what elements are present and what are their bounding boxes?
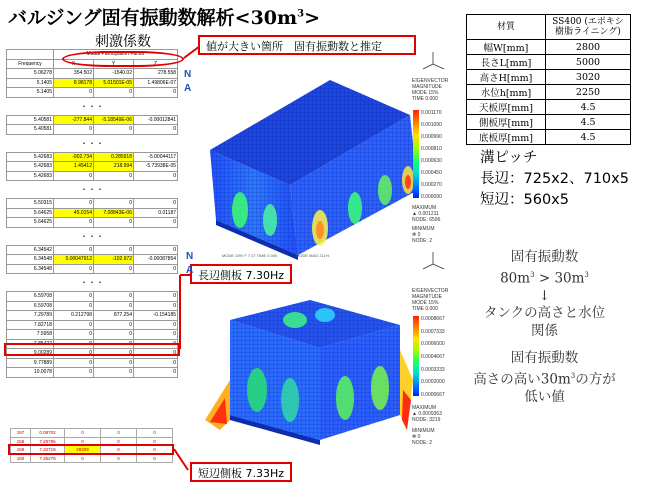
legend-mode-bottom: MODE 15% TIME 0.000 xyxy=(412,300,439,312)
ellipsis-row: ・・・ xyxy=(80,101,104,111)
material-header: SS400 (エポキシ樹脂ライニング) xyxy=(546,15,631,40)
table-cell: 0 xyxy=(65,454,101,463)
table-cell: 5000 xyxy=(546,55,631,70)
table-cell: 7.29785 xyxy=(31,437,65,446)
subtitle: 刺激係数 xyxy=(95,34,151,50)
table-cell: 5.64625 xyxy=(7,218,54,228)
note-line: $80m^3 > 30m^3$ xyxy=(500,270,589,286)
callout-top: 値が大きい箇所 固有振動数と推定 xyxy=(198,35,416,55)
table-cell: 0 xyxy=(101,446,137,455)
mesh-plot-bottom xyxy=(185,280,415,460)
axis-label-a-top: A xyxy=(184,83,192,94)
table-cell: 6.34548 xyxy=(7,264,54,274)
table-cell: 0 xyxy=(54,264,94,274)
table-cell: 9.77889 xyxy=(7,358,54,368)
mode-status-top: MODE 15% F 7.07 TIME 0.000 xyxy=(222,253,278,258)
table-cell: 0 xyxy=(134,245,178,255)
table-cell: 4.5 xyxy=(546,130,631,145)
table-cell: 側板厚[mm] xyxy=(467,115,546,130)
table-cell: 0 xyxy=(54,171,94,181)
colorbar-level: 0.000630 xyxy=(421,158,442,164)
note-line: 関係 xyxy=(531,322,558,339)
table-cell: 0 xyxy=(94,199,134,209)
table-cell: -0.154185 xyxy=(134,311,178,321)
table-cell: 7.5958 xyxy=(7,330,54,340)
table-cell: 0 xyxy=(134,125,178,135)
table-cell: -902.734 xyxy=(54,152,94,162)
table-cell: 0 xyxy=(94,88,134,98)
table-cell: 5.42683 xyxy=(7,162,54,172)
max-label-top: MAXIMUM ▲ 0.001211 NODE: 6596 xyxy=(412,205,441,223)
note-line: 固有振動数 xyxy=(510,350,579,366)
table-cell: 0 xyxy=(137,446,173,455)
notes xyxy=(442,249,647,406)
table-cell: 2800 xyxy=(546,40,631,55)
table-cell: 0 xyxy=(101,454,137,463)
table-cell: 0 xyxy=(137,454,173,463)
table-row xyxy=(467,40,631,55)
table-cell: 1.49806E-07 xyxy=(134,78,178,88)
table-cell: 6.34548 xyxy=(7,255,54,265)
table-cell: 0 xyxy=(134,320,178,330)
table-cell: 0 xyxy=(101,429,137,438)
table-cell: 0.212798 xyxy=(54,311,94,321)
column-header: X xyxy=(54,59,94,69)
table-cell: 0 xyxy=(65,437,101,446)
table-cell: 0.285918 xyxy=(94,152,134,162)
colorbar-level: 0.000450 xyxy=(421,170,442,176)
column-header: Y xyxy=(94,59,134,69)
table-cell: 0 xyxy=(54,218,94,228)
callout-long-side: 長辺側板 7.30Hz xyxy=(190,264,292,284)
legend-title-bottom: EIGENVECTOR MAGNITUDE xyxy=(412,288,449,300)
table-cell: -277.844 xyxy=(54,115,94,125)
table-cell: 218.994 xyxy=(94,162,134,172)
colorbar-level: 0.0006000 xyxy=(421,341,445,348)
table-cell: 5.1405 xyxy=(7,78,54,88)
table-cell: 0 xyxy=(94,292,134,302)
table-row xyxy=(467,70,631,85)
colorbar-level: 0.0000667 xyxy=(421,392,445,398)
table-cell: 4.5 xyxy=(546,100,631,115)
note-line: 低い値 xyxy=(524,388,565,405)
table-cell: 9.00289 xyxy=(7,349,54,359)
min-label-bottom: MINIMUM ✻ 0 NODE: 2 xyxy=(412,428,435,446)
table-cell: 5.42683 xyxy=(7,152,54,162)
table-cell: 0 xyxy=(54,330,94,340)
table-caption: Modal Participation Factor xyxy=(54,50,178,60)
table-cell: 0 xyxy=(94,349,134,359)
table-cell: 0 xyxy=(94,339,134,349)
material-header: 材質 xyxy=(467,15,546,40)
colorbar-top xyxy=(413,110,419,198)
table-cell: 0 xyxy=(54,88,94,98)
table-cell: 0 xyxy=(134,264,178,274)
colorbar-level: 0.001090 xyxy=(421,122,442,128)
table-cell: 7.29789 xyxy=(7,311,54,321)
colorbar-level: 0.000810 xyxy=(421,146,442,152)
table-cell: -0.00012841 xyxy=(134,115,178,125)
table-row xyxy=(467,55,631,70)
colorbar-bottom xyxy=(413,316,419,396)
callout-short-side: 短辺側板 7.33Hz xyxy=(190,462,292,482)
table-cell: 0 xyxy=(94,301,134,311)
axis-triad-top xyxy=(418,50,448,72)
table-cell: 0.00047912 xyxy=(54,255,94,265)
table-cell: 5.06278 xyxy=(7,69,54,79)
colorbar-level: 0.0002000 xyxy=(421,379,445,386)
table-cell: 幅W[mm] xyxy=(467,40,546,55)
table-cell: 278.558 xyxy=(134,69,178,79)
table-cell: -5.73938E-05 xyxy=(134,162,178,172)
table-cell: 45.0154 xyxy=(54,208,94,218)
table-cell: 0 xyxy=(54,368,94,378)
note-arrow: ↓ xyxy=(538,287,551,304)
colorbar-level: 0.0008667 xyxy=(421,316,445,322)
table-row xyxy=(467,130,631,145)
table-cell: 0 xyxy=(137,437,173,446)
table-cell: 0 xyxy=(137,429,173,438)
table-cell: 底板厚[mm] xyxy=(467,130,546,145)
table-cell: 4.5 xyxy=(546,115,631,130)
axis-label-n-top: N xyxy=(184,69,192,80)
table-cell: 0.01187 xyxy=(134,208,178,218)
table-cell: 5.40581 xyxy=(7,115,54,125)
table-cell: 高さH[mm] xyxy=(467,70,546,85)
table-cell: 159 xyxy=(11,446,31,455)
table-cell: 6.34542 xyxy=(7,245,54,255)
table-cell: 5.01501E-05 xyxy=(94,78,134,88)
table-cell: 0 xyxy=(94,264,134,274)
colorbar-level: 0.000270 xyxy=(421,182,442,188)
pitch-long: 長辺：725x2、710x5 xyxy=(480,171,629,187)
table-cell: 0 xyxy=(54,320,94,330)
table-cell: 0 xyxy=(94,320,134,330)
table-cell: -1540.02 xyxy=(94,69,134,79)
table-cell: 0 xyxy=(54,199,94,209)
table-cell: 7.35279 xyxy=(31,454,65,463)
table-cell: 0 xyxy=(54,125,94,135)
table-cell: 5.50315 xyxy=(7,199,54,209)
table-cell: 157 xyxy=(11,429,31,438)
column-header: Z xyxy=(134,59,178,69)
table-cell: 5.1405 xyxy=(7,88,54,98)
note-line: 高さの高い$30m^3$の方が xyxy=(473,371,616,387)
colorbar-level: 0.000990 xyxy=(421,134,442,140)
mesh-plot-top xyxy=(180,60,450,265)
table-cell: 0 xyxy=(54,358,94,368)
table-cell: 160 xyxy=(11,454,31,463)
table-cell: 0 xyxy=(54,339,94,349)
table-cell: 0 xyxy=(134,368,178,378)
note-line: タンクの高さと水位 xyxy=(483,305,606,321)
axis-label-a-bottom: A xyxy=(186,265,194,276)
table-cell: 天板厚[mm] xyxy=(467,100,546,115)
table-cell: -0.00087854 xyxy=(134,255,178,265)
axis-label-n-bottom: N xyxy=(186,251,194,262)
table-cell: 158 xyxy=(11,437,31,446)
mode-status2-top: MODE MAG 211% xyxy=(296,253,330,258)
legend-mode-top: MODE 15% TIME 0.000 xyxy=(412,90,439,102)
table-cell: 0 xyxy=(94,171,134,181)
table-cell: 1.45412 xyxy=(54,162,94,172)
table-cell: 0 xyxy=(134,301,178,311)
table-cell: -5.18549E-06 xyxy=(94,115,134,125)
table-row xyxy=(467,100,631,115)
table-cell: 0 xyxy=(54,245,94,255)
table-cell: 0 xyxy=(134,349,178,359)
table-cell: 0 xyxy=(134,171,178,181)
ellipsis-row: ・・・ xyxy=(80,278,104,287)
table-cell: 0 xyxy=(54,301,94,311)
table-cell: 0 xyxy=(65,429,101,438)
table-cell: 0 xyxy=(94,330,134,340)
table-cell: 長さL[mm] xyxy=(467,55,546,70)
table-cell: 0 xyxy=(134,199,178,209)
material-table xyxy=(466,14,631,145)
table-cell: 0 xyxy=(134,218,178,228)
table-cell: 5.42683 xyxy=(7,171,54,181)
table-cell: 7.82718 xyxy=(7,320,54,330)
table-cell: 0 xyxy=(101,437,137,446)
colorbar-level: 0.000090 xyxy=(421,194,442,200)
table-cell: 0 xyxy=(94,245,134,255)
note-line: 固有振動数 xyxy=(510,249,579,265)
table-cell: 0 xyxy=(94,218,134,228)
table-cell: 6.59708 xyxy=(7,292,54,302)
table-cell: 5.64625 xyxy=(7,208,54,218)
table-cell: 0.08702 xyxy=(31,429,65,438)
ellipsis-row: ・・・ xyxy=(80,185,104,194)
table-cell: -102.972 xyxy=(94,255,134,265)
table-cell: 0 xyxy=(134,339,178,349)
colorbar-level: 0.0003333 xyxy=(421,366,445,373)
table-cell: 水位h[mm] xyxy=(467,85,546,100)
table-cell: 7.32718 xyxy=(31,446,65,455)
table-row xyxy=(467,115,631,130)
pitch-title: 溝ピッチ xyxy=(480,150,538,166)
ellipsis-row: ・・・ xyxy=(80,138,104,148)
page-title: バルジング固有振動数解析$<30m^3>$ xyxy=(8,7,321,29)
table-cell: 2250 xyxy=(546,85,631,100)
pitch-short: 短辺：560x5 xyxy=(480,192,569,208)
table-cell: 29309 xyxy=(65,446,101,455)
table-cell: 10.0078 xyxy=(7,368,54,378)
table-cell: 354.502 xyxy=(54,69,94,79)
table-cell: 7.85427 xyxy=(7,339,54,349)
table-cell: 0 xyxy=(94,368,134,378)
table-cell: 7.08843E-06 xyxy=(94,208,134,218)
table-cell: 877.254 xyxy=(94,311,134,321)
table-cell: -5.00044117 xyxy=(134,152,178,162)
colorbar-level: 0.0004667 xyxy=(421,354,445,360)
colorbar-level: 0.001170 xyxy=(421,110,442,116)
table-cell: 6.59708 xyxy=(7,301,54,311)
table-cell: 0 xyxy=(94,125,134,135)
table-cell: 0 xyxy=(94,358,134,368)
table-cell: 8.98178 xyxy=(54,78,94,88)
max-label-bottom: MAXIMUM ▲ 0.0009363 NODE: 3219 xyxy=(412,405,442,423)
min-label-top: MINIMUM ✻ 0 NODE: 2 xyxy=(412,226,435,244)
table-cell: 0 xyxy=(134,358,178,368)
table-row xyxy=(467,85,631,100)
table-cell: 0 xyxy=(134,330,178,340)
table-cell: 0 xyxy=(134,88,178,98)
legend-title-top: EIGENVECTOR MAGNITUDE xyxy=(412,78,449,90)
colorbar-level: 0.0007333 xyxy=(421,328,445,335)
ellipsis-row: ・・・ xyxy=(80,231,104,241)
table-cell: 0 xyxy=(54,292,94,302)
column-header: Frequency xyxy=(7,59,54,69)
table-cell: 5.40581 xyxy=(7,125,54,135)
table-cell: 0 xyxy=(134,292,178,302)
table-cell: 3020 xyxy=(546,70,631,85)
table-cell: 0 xyxy=(54,349,94,359)
